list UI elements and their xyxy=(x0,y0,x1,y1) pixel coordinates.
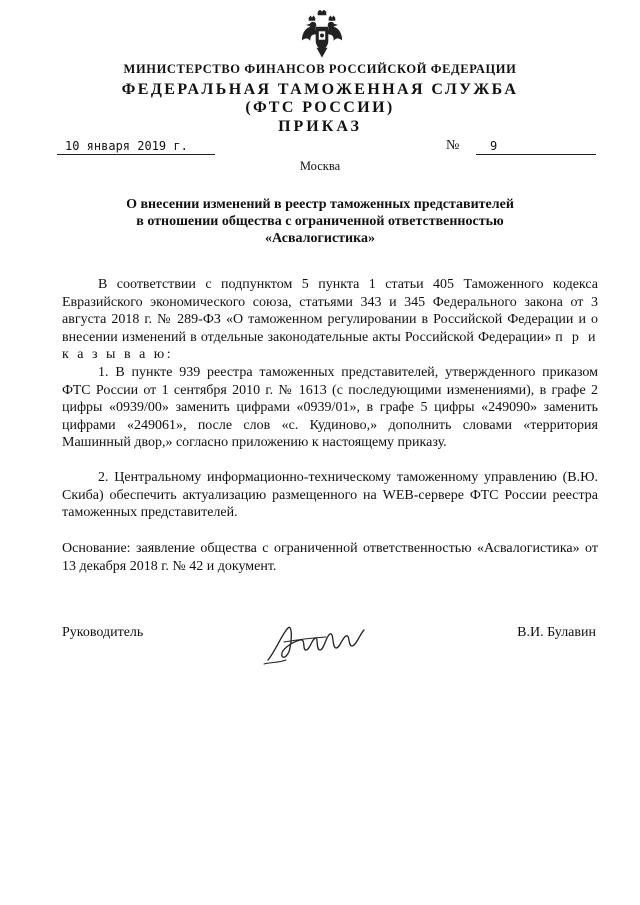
document-number: 9 xyxy=(476,140,596,155)
document-type: ПРИКАЗ xyxy=(278,118,362,135)
title-line2: в отношении общества с ограниченной ответственностью xyxy=(136,214,504,229)
document-date: 10 января 2019 г. xyxy=(57,140,215,155)
service-name xyxy=(0,81,640,117)
signatory-position: Руководитель xyxy=(62,625,144,640)
signatory-name: В.И. Булавин xyxy=(517,625,596,640)
clause-1-paragraph: 1. В пункте 939 реестра таможенных представителей, утвержденного приказом ФТС России от 1 сентября 2010 г. № 1613 (с последующими изменениями), в графе 2 цифры «0939/00» заменить цифрами «0939/01», в графе 5 цифры «249090» заменить цифрами «249061», после слов «с. Кудиново,» дополнить словами «территория Машинный двор,» согласно приложению к настоящему приказу. xyxy=(62,365,598,450)
clause-2-paragraph: 2. Центральному информационно-техническому таможенному управлению (В.Ю. Скиба) обеспечить актуализацию размещенного на WEB-сервере ФТС России реестра таможенных представителей. xyxy=(62,470,598,520)
document-city: Москва xyxy=(299,159,341,173)
document-title xyxy=(60,196,580,247)
order-word: п р и к а з ы в а ю: xyxy=(62,329,599,362)
service-name-line1: ФЕДЕРАЛЬНАЯ ТАМОЖЕННАЯ СЛУЖБА xyxy=(121,81,519,98)
ministry-name: МИНИСТЕРСТВО ФИНАНСОВ РОССИЙСКОЙ ФЕДЕРАЦИИ xyxy=(123,62,517,76)
number-sign: № xyxy=(446,138,460,153)
preamble-paragraph xyxy=(62,276,598,364)
title-line3: «Асвалогистика» xyxy=(265,231,375,246)
basis-paragraph: Основание: заявление общества с ограниченной ответственностью «Асвалогистика» от 13 декабря 2018 г. № 42 и документ. xyxy=(62,541,598,574)
double-headed-eagle-emblem-icon xyxy=(302,10,342,58)
service-name-line2: (ФТС РОССИИ) xyxy=(245,99,395,116)
title-line1: О внесении изменений в реестр таможенных представителей xyxy=(126,197,514,212)
handwritten-signature-icon xyxy=(262,620,372,668)
preamble-text: В соответствии с подпунктом 5 пункта 1 статьи 405 Таможенного кодекса Евразийского экономического союза, статьями 343 и 345 Федерального закона от 3 августа 2018 г. № 289-ФЗ «О таможенном регулировании в Российской Федерации и о внесении изменений в отдельные законодательные акты Российской Федерации» xyxy=(62,277,598,345)
